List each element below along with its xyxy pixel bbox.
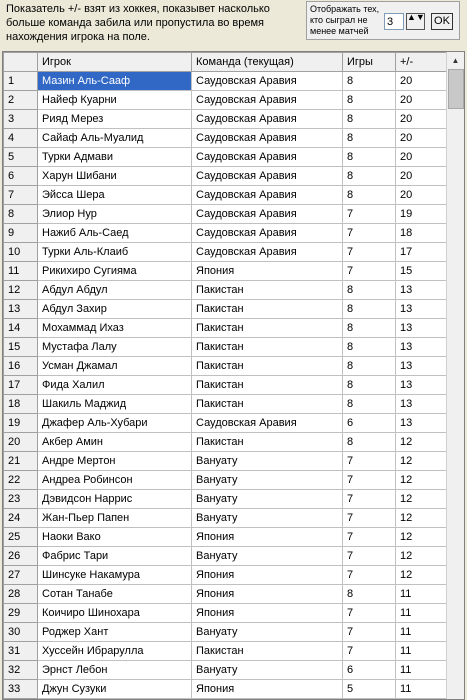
player-name[interactable]: Жан-Пьер Папен	[38, 509, 192, 528]
games-count[interactable]: 7	[343, 604, 396, 623]
plus-minus[interactable]: 11	[396, 585, 449, 604]
player-name[interactable]: Элиор Нур	[38, 205, 192, 224]
team-name[interactable]: Япония	[192, 262, 343, 281]
team-name[interactable]: Япония	[192, 585, 343, 604]
player-name[interactable]: Шинсуке Накамура	[38, 566, 192, 585]
table-row[interactable]	[4, 205, 449, 224]
player-name[interactable]: Роджер Хант	[38, 623, 192, 642]
games-count[interactable]: 8	[343, 338, 396, 357]
row-index[interactable]: 33	[4, 680, 38, 699]
table-row[interactable]	[4, 414, 449, 433]
player-name[interactable]: Шакиль Маджид	[38, 395, 192, 414]
player-name[interactable]: Наоки Вако	[38, 528, 192, 547]
row-index[interactable]: 9	[4, 224, 38, 243]
row-index[interactable]: 20	[4, 433, 38, 452]
team-name[interactable]: Вануату	[192, 490, 343, 509]
row-index[interactable]: 31	[4, 642, 38, 661]
games-count[interactable]: 8	[343, 319, 396, 338]
plus-minus[interactable]: 13	[396, 338, 449, 357]
player-name[interactable]: Андре Мертон	[38, 452, 192, 471]
games-count[interactable]: 8	[343, 186, 396, 205]
table-row[interactable]	[4, 110, 449, 129]
plus-minus[interactable]: 11	[396, 661, 449, 680]
player-name[interactable]: Хуссейн Ибраруллa	[38, 642, 192, 661]
games-count[interactable]: 8	[343, 300, 396, 319]
player-name[interactable]: Акбер Амин	[38, 433, 192, 452]
games-count[interactable]: 8	[343, 91, 396, 110]
player-name[interactable]: Джафер Аль-Хубари	[38, 414, 192, 433]
player-name[interactable]: Джун Сузуки	[38, 680, 192, 699]
table-row[interactable]	[4, 357, 449, 376]
games-count[interactable]: 7	[343, 205, 396, 224]
row-index[interactable]: 11	[4, 262, 38, 281]
player-name[interactable]: Мазин Аль-Сааф	[38, 72, 192, 91]
row-index[interactable]: 19	[4, 414, 38, 433]
plus-minus[interactable]: 11	[396, 604, 449, 623]
team-name[interactable]: Вануату	[192, 471, 343, 490]
plus-minus[interactable]: 11	[396, 642, 449, 661]
row-index[interactable]: 26	[4, 547, 38, 566]
games-count[interactable]: 8	[343, 148, 396, 167]
plus-minus[interactable]: 13	[396, 357, 449, 376]
players-grid[interactable]	[2, 51, 465, 700]
plus-minus[interactable]: 13	[396, 395, 449, 414]
plus-minus[interactable]: 13	[396, 300, 449, 319]
team-name[interactable]: Пакистан	[192, 338, 343, 357]
row-index[interactable]: 27	[4, 566, 38, 585]
games-count[interactable]: 7	[343, 224, 396, 243]
games-count[interactable]: 7	[343, 452, 396, 471]
plus-minus[interactable]: 20	[396, 148, 449, 167]
games-count[interactable]: 7	[343, 642, 396, 661]
player-name[interactable]: Дэвидсон Наррис	[38, 490, 192, 509]
team-name[interactable]: Саудовская Аравия	[192, 186, 343, 205]
spin-arrows-icon[interactable]: ▲▼	[406, 13, 425, 30]
team-name[interactable]: Пакистан	[192, 319, 343, 338]
plus-minus[interactable]: 13	[396, 376, 449, 395]
row-index[interactable]: 1	[4, 72, 38, 91]
player-name[interactable]: Харун Шибани	[38, 167, 192, 186]
row-index[interactable]: 23	[4, 490, 38, 509]
games-count[interactable]: 6	[343, 414, 396, 433]
table-row[interactable]	[4, 91, 449, 110]
row-index[interactable]: 24	[4, 509, 38, 528]
table-row[interactable]	[4, 509, 449, 528]
games-count[interactable]: 7	[343, 528, 396, 547]
scroll-up-icon[interactable]: ▲	[447, 52, 464, 69]
team-name[interactable]: Саудовская Аравия	[192, 129, 343, 148]
description-text: Показатель +/- взят из хоккея, показывет насколько больше команда забила или пропустила во время нахождения игрока на поле.	[6, 3, 270, 43]
row-index[interactable]: 21	[4, 452, 38, 471]
header-row	[4, 53, 449, 72]
plus-minus[interactable]: 12	[396, 452, 449, 471]
games-count[interactable]: 8	[343, 376, 396, 395]
column-header-team[interactable]: Команда (текущая)	[192, 53, 343, 72]
team-name[interactable]: Саудовская Аравия	[192, 167, 343, 186]
row-index[interactable]: 30	[4, 623, 38, 642]
games-count[interactable]: 7	[343, 471, 396, 490]
player-name[interactable]: Нажиб Аль-Саед	[38, 224, 192, 243]
table-row[interactable]	[4, 680, 449, 699]
table-row[interactable]	[4, 186, 449, 205]
plus-minus[interactable]: 12	[396, 547, 449, 566]
players-table	[3, 52, 449, 699]
table-row[interactable]	[4, 585, 449, 604]
row-index[interactable]: 12	[4, 281, 38, 300]
team-name[interactable]: Саудовская Аравия	[192, 72, 343, 91]
team-name[interactable]: Саудовская Аравия	[192, 91, 343, 110]
column-header-index[interactable]	[4, 53, 38, 72]
games-count[interactable]: 8	[343, 110, 396, 129]
games-count[interactable]: 7	[343, 566, 396, 585]
min-games-input[interactable]	[384, 13, 404, 30]
team-name[interactable]: Саудовская Аравия	[192, 224, 343, 243]
games-count[interactable]: 7	[343, 243, 396, 262]
row-index[interactable]: 25	[4, 528, 38, 547]
column-header-games[interactable]: Игры	[343, 53, 396, 72]
table-row[interactable]	[4, 300, 449, 319]
row-index[interactable]: 13	[4, 300, 38, 319]
column-header-plusminus[interactable]: +/-	[396, 53, 449, 72]
plus-minus[interactable]: 20	[396, 72, 449, 91]
team-name[interactable]: Япония	[192, 528, 343, 547]
plus-minus[interactable]: 20	[396, 129, 449, 148]
games-count[interactable]: 7	[343, 262, 396, 281]
games-count[interactable]: 7	[343, 490, 396, 509]
games-count[interactable]: 8	[343, 281, 396, 300]
player-name[interactable]: Эйсса Шера	[38, 186, 192, 205]
plus-minus[interactable]: 12	[396, 433, 449, 452]
team-name[interactable]: Пакистан	[192, 642, 343, 661]
player-name[interactable]: Мустафа Лалу	[38, 338, 192, 357]
table-row[interactable]	[4, 661, 449, 680]
min-games-label: Отображать тех, кто сыграл не менее матчей	[310, 4, 380, 36]
table-row[interactable]	[4, 547, 449, 566]
table-row[interactable]	[4, 281, 449, 300]
team-name[interactable]: Пакистан	[192, 395, 343, 414]
table-row[interactable]	[4, 129, 449, 148]
row-index[interactable]: 22	[4, 471, 38, 490]
row-index[interactable]: 6	[4, 167, 38, 186]
team-name[interactable]: Пакистан	[192, 300, 343, 319]
team-name[interactable]: Саудовская Аравия	[192, 414, 343, 433]
table-row[interactable]	[4, 376, 449, 395]
plus-minus[interactable]: 12	[396, 471, 449, 490]
table-row[interactable]	[4, 433, 449, 452]
table-row[interactable]	[4, 566, 449, 585]
plus-minus[interactable]: 12	[396, 509, 449, 528]
games-count[interactable]: 8	[343, 357, 396, 376]
row-index[interactable]: 14	[4, 319, 38, 338]
plus-minus[interactable]: 20	[396, 110, 449, 129]
player-name[interactable]: Коичиро Шинохара	[38, 604, 192, 623]
table-row[interactable]	[4, 167, 449, 186]
team-name[interactable]: Вануату	[192, 623, 343, 642]
table-row[interactable]	[4, 262, 449, 281]
team-name[interactable]: Пакистан	[192, 376, 343, 395]
player-name[interactable]: Рикихиро Сугияма	[38, 262, 192, 281]
games-count[interactable]: 7	[343, 547, 396, 566]
team-name[interactable]: Саудовская Аравия	[192, 148, 343, 167]
filter-panel	[306, 1, 460, 40]
plus-minus[interactable]: 13	[396, 414, 449, 433]
player-name[interactable]: Турки Адмави	[38, 148, 192, 167]
row-index[interactable]: 17	[4, 376, 38, 395]
team-name[interactable]: Япония	[192, 604, 343, 623]
row-index[interactable]: 8	[4, 205, 38, 224]
row-index[interactable]: 10	[4, 243, 38, 262]
plus-minus[interactable]: 13	[396, 319, 449, 338]
plus-minus[interactable]: 15	[396, 262, 449, 281]
table-row[interactable]	[4, 490, 449, 509]
player-name[interactable]: Найеф Куарни	[38, 91, 192, 110]
player-name[interactable]: Эрнст Лебон	[38, 661, 192, 680]
row-index[interactable]: 28	[4, 585, 38, 604]
games-count[interactable]: 8	[343, 395, 396, 414]
team-name[interactable]: Пакистан	[192, 357, 343, 376]
player-name[interactable]: Фабрис Тари	[38, 547, 192, 566]
team-name[interactable]: Вануату	[192, 661, 343, 680]
team-name[interactable]: Япония	[192, 566, 343, 585]
player-name[interactable]: Сайаф Аль-Муалид	[38, 129, 192, 148]
player-name[interactable]: Фида Халил	[38, 376, 192, 395]
team-name[interactable]: Пакистан	[192, 281, 343, 300]
plus-minus[interactable]: 18	[396, 224, 449, 243]
player-name[interactable]: Абдул Захир	[38, 300, 192, 319]
table-row[interactable]	[4, 243, 449, 262]
plus-minus[interactable]: 20	[396, 186, 449, 205]
games-count[interactable]: 8	[343, 167, 396, 186]
row-index[interactable]: 4	[4, 129, 38, 148]
games-count[interactable]: 5	[343, 680, 396, 699]
team-name[interactable]: Вануату	[192, 452, 343, 471]
plus-minus[interactable]: 11	[396, 623, 449, 642]
row-index[interactable]: 32	[4, 661, 38, 680]
table-row[interactable]	[4, 224, 449, 243]
ok-button[interactable]: OK	[431, 13, 453, 30]
player-name[interactable]: Андреа Робинсон	[38, 471, 192, 490]
column-header-player[interactable]: Игрок	[38, 53, 192, 72]
plus-minus[interactable]: 13	[396, 281, 449, 300]
table-row[interactable]	[4, 319, 449, 338]
plus-minus[interactable]: 19	[396, 205, 449, 224]
table-row[interactable]	[4, 471, 449, 490]
team-name[interactable]: Вануату	[192, 547, 343, 566]
table-row[interactable]	[4, 148, 449, 167]
team-name[interactable]: Саудовская Аравия	[192, 243, 343, 262]
vertical-scrollbar[interactable]	[446, 52, 464, 699]
table-row[interactable]	[4, 528, 449, 547]
games-count[interactable]: 7	[343, 509, 396, 528]
games-count[interactable]: 8	[343, 585, 396, 604]
row-index[interactable]: 5	[4, 148, 38, 167]
table-row[interactable]	[4, 604, 449, 623]
player-name[interactable]: Мохаммад Ихаз	[38, 319, 192, 338]
table-row[interactable]	[4, 395, 449, 414]
table-row[interactable]	[4, 452, 449, 471]
team-name[interactable]: Вануату	[192, 509, 343, 528]
games-count[interactable]: 8	[343, 129, 396, 148]
plus-minus[interactable]: 20	[396, 91, 449, 110]
row-index[interactable]: 15	[4, 338, 38, 357]
team-name[interactable]: Саудовская Аравия	[192, 110, 343, 129]
plus-minus[interactable]: 20	[396, 167, 449, 186]
row-index[interactable]: 3	[4, 110, 38, 129]
plus-minus[interactable]: 12	[396, 566, 449, 585]
player-name[interactable]: Сотан Танабе	[38, 585, 192, 604]
plus-minus[interactable]: 12	[396, 528, 449, 547]
games-count[interactable]: 8	[343, 72, 396, 91]
player-name[interactable]: Усман Джамал	[38, 357, 192, 376]
plus-minus[interactable]: 11	[396, 680, 449, 699]
games-count[interactable]: 8	[343, 433, 396, 452]
plus-minus[interactable]: 17	[396, 243, 449, 262]
team-name[interactable]: Саудовская Аравия	[192, 205, 343, 224]
row-index[interactable]: 16	[4, 357, 38, 376]
team-name[interactable]: Япония	[192, 680, 343, 699]
games-count[interactable]: 7	[343, 623, 396, 642]
table-row[interactable]	[4, 72, 449, 91]
row-index[interactable]: 18	[4, 395, 38, 414]
player-name[interactable]: Турки Аль-Клаиб	[38, 243, 192, 262]
table-row[interactable]	[4, 338, 449, 357]
row-index[interactable]: 2	[4, 91, 38, 110]
team-name[interactable]: Пакистан	[192, 433, 343, 452]
player-name[interactable]: Абдул Абдул	[38, 281, 192, 300]
row-index[interactable]: 7	[4, 186, 38, 205]
games-count[interactable]: 6	[343, 661, 396, 680]
table-row[interactable]	[4, 623, 449, 642]
plus-minus[interactable]: 12	[396, 490, 449, 509]
table-row[interactable]	[4, 642, 449, 661]
row-index[interactable]: 29	[4, 604, 38, 623]
player-name[interactable]: Рияд Мерез	[38, 110, 192, 129]
scroll-thumb[interactable]	[448, 69, 464, 109]
